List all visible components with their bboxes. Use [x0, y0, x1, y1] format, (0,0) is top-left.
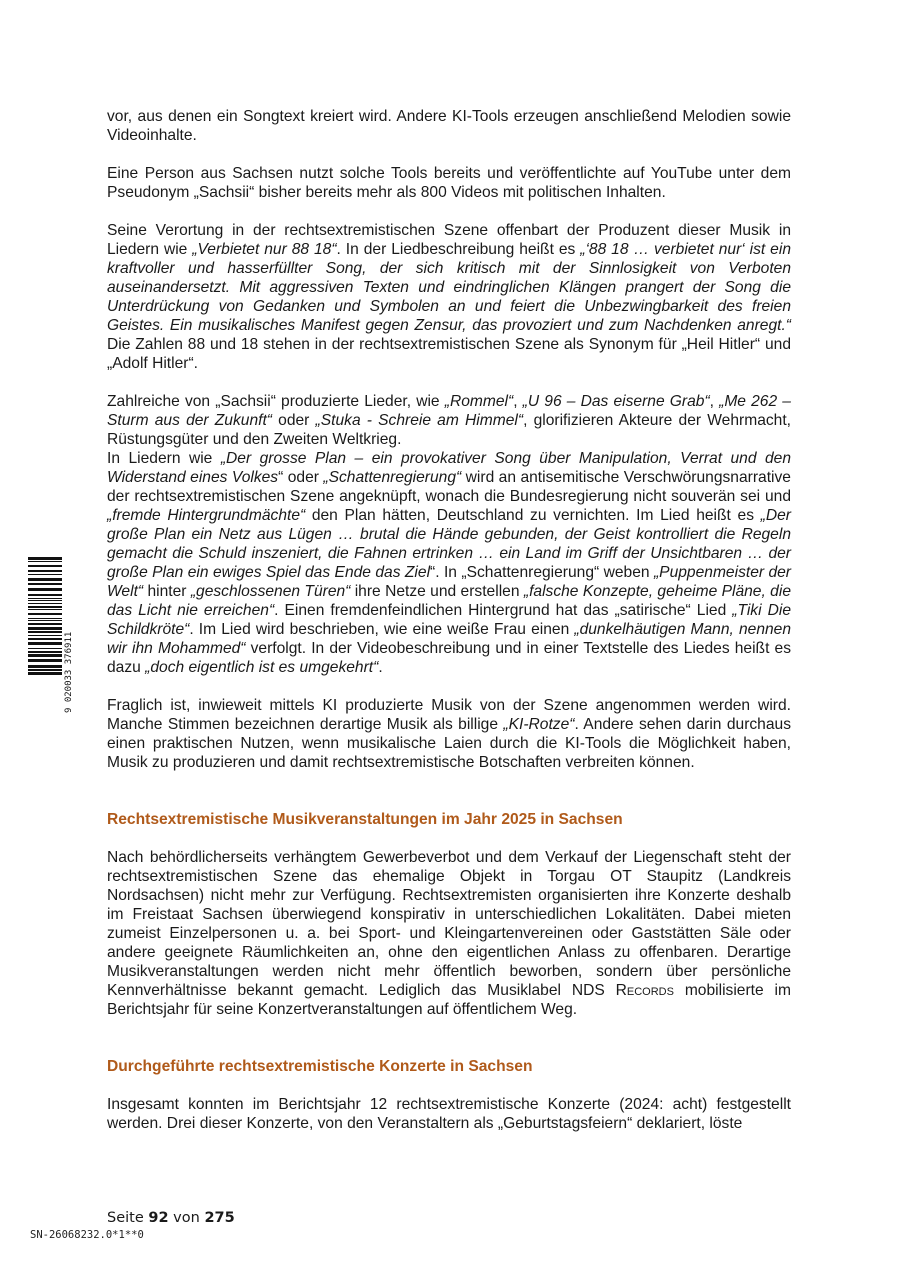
- barcode-bar: [28, 574, 62, 575]
- text: ,: [513, 393, 523, 410]
- text: , glorifizieren Akteure der Wehrmacht, Rüstungsgüter und den Zweiten Weltkrieg.: [107, 412, 791, 448]
- barcode-bar: [28, 654, 62, 657]
- barcode-bar: [28, 561, 62, 562]
- barcode-bar: [28, 603, 62, 604]
- text: “ oder: [278, 469, 324, 486]
- text: den Plan hätten, Deutschland zu vernichten. Im Lied heißt es: [305, 507, 761, 524]
- song-title: „Verbietet nur 88 18“: [192, 241, 337, 258]
- song-title: „Stuka - Schreie am Himmel“: [315, 412, 524, 429]
- quote: „dunkelhäutigen Mann, nennen wir ihn Mohammed“: [107, 621, 792, 657]
- song-title: „Tiki Die Schildkröte“: [107, 602, 791, 638]
- quote: „‘88 18 … verbietet nur‘ ist ein kraftvoller und hasserfüllter Song, der sich kritisch mit der Sinnlosigkeit von Verboten auseinandersetzt. Mit aggressiven Texten und eindringlichen Klängen prangert der Song die Unterdrückung von Gedanken und Symbolen an und feiert die Unbezwingbarkeit des freien Geistes. Ein musikalisches Manifest gegen Zensur, das provoziert und zum Nachdenken anregt.“: [107, 241, 791, 334]
- text: wird an antisemitische Verschwörungsnarrative der rechtsextremistischen Szene angeknüpft, wonach die Bundesregierung nicht souverän sei und: [107, 469, 791, 505]
- barcode-bar: [28, 578, 62, 581]
- barcode-bar: [28, 600, 62, 601]
- document-id: SN-26068232.0*1**0: [30, 1229, 144, 1241]
- barcode-bar: [28, 609, 62, 610]
- barcode-bar: [28, 618, 62, 619]
- song-title: „U 96 – Das eiserne Grab“: [522, 393, 710, 410]
- text: ihre Netze und erstellen: [350, 583, 524, 600]
- quote: „doch eigentlich ist es umgekehrt“: [145, 659, 379, 676]
- barcode-bar: [28, 598, 62, 599]
- quote: „KI-Rotze“: [503, 716, 575, 733]
- barcode-bar: [28, 620, 62, 621]
- text: “. In „Schattenregierung“ weben: [430, 564, 654, 581]
- quote: „fremde Hintergrundmächte“: [107, 507, 306, 524]
- barcode-bar: [28, 594, 62, 596]
- page-label: Seite: [107, 1210, 149, 1226]
- paragraph-1: vor, aus denen ein Songtext kreiert wird. Andere KI-Tools erzeugen anschließend Melodien sowie Videoinhalte.: [107, 108, 791, 144]
- text: hinter: [143, 583, 191, 600]
- page-number: 92: [148, 1210, 169, 1226]
- text: verfolgt. In der Videobeschreibung und in einer Textstelle des Liedes heißt es dazu: [107, 640, 791, 676]
- barcode-bar: [28, 642, 62, 645]
- paragraph-8: Insgesamt konnten im Berichtsjahr 12 rechtsextremistische Konzerte (2024: acht) festgestellt werden. Drei dieser Konzerte, von den Veranstaltern als „Geburtstagsfeiern“ deklariert, löste: [107, 1096, 791, 1132]
- text: Zahlreiche von „Sachsii“ produzierte Lieder, wie: [107, 393, 445, 410]
- paragraph-6: [107, 696, 791, 772]
- quote: „falsche Konzepte, geheime Pläne, die das Licht nie erreichen“: [107, 583, 791, 619]
- barcode-bar: [28, 665, 62, 668]
- text: ,: [709, 393, 720, 410]
- barcode-bar: [28, 651, 62, 653]
- barcode-digits: 9 020033 376911: [64, 631, 74, 713]
- text: Die Zahlen 88 und 18 stehen in der rechtsextremistischen Szene als Synonym für „Heil Hitler“ und „Adolf Hitler“.: [107, 336, 791, 372]
- document-body: [107, 107, 791, 1133]
- barcode-bar: [28, 570, 62, 572]
- quote: „Der große Plan ein Netz aus Lügen … brutal die Hände gebunden, der Geist kontrolliert die Regeln gemacht die Schuld inszeniert, die Fahnen ertrinken … ein Land im Griff der Unsichtbaren … der große Plan ein ewiges Spiel das Ende das Ziel: [107, 507, 791, 581]
- song-title: „Schattenregierung“: [323, 469, 462, 486]
- barcode: [28, 555, 72, 715]
- barcode-bar: [28, 648, 62, 649]
- song-title: „Der grosse Plan – ein provokativer Song über Manipulation, Verrat und den Widerstand eines Volkes: [107, 450, 792, 486]
- barcode-bar: [28, 631, 62, 633]
- barcode-bar: [28, 623, 62, 625]
- page-total: 275: [204, 1210, 235, 1226]
- text: .: [378, 659, 383, 676]
- page-footer: [107, 1210, 235, 1226]
- page-label: von: [168, 1210, 205, 1226]
- text: Fraglich ist, inwieweit mittels KI produzierte Musik von der Szene angenommen werden wird. Manche Stimmen bezeichnen derartige Musik als billige: [107, 697, 791, 733]
- barcode-bar: [28, 659, 62, 662]
- barcode-bar: [28, 565, 62, 567]
- text: . Einen fremdenfeindlichen Hintergrund hat das „satirische“ Lied: [274, 602, 733, 619]
- barcode-bar: [28, 638, 62, 640]
- barcode-bar: [28, 627, 62, 630]
- barcode-bar: [28, 557, 62, 560]
- barcode-bar: [28, 669, 62, 671]
- text: . Im Lied wird beschrieben, wie eine weiße Frau einen: [189, 621, 575, 638]
- paragraph-2: Eine Person aus Sachsen nutzt solche Tools bereits und veröffentlichte auf YouTube unter dem Pseudonym „Sachsii“ bisher bereits mehr als 800 Videos mit politischen Inhalten.: [107, 165, 791, 201]
- text: . In der Liedbeschreibung heißt es: [336, 241, 581, 258]
- barcode-bar: [28, 635, 62, 636]
- text: Nach behördlicherseits verhängtem Gewerbeverbot und dem Verkauf der Liegenschaft steht der rechtsextremistischen Szene das ehemalige Objekt in Torgau OT Staupitz (Landkreis Nordsachsen) nicht mehr zur Verfügung. Rechtsextremisten organisierten ihre Konzerte deshalb im Freistaat Sachsen überwiegend konspirativ in unterschiedlichen Lokalitäten. Dabei mieten zumeist Einzelpersonen u. a. bei Sport- und Kleingartenvereinen oder Gaststätten Säle oder andere geeignete Räumlichkeiten an, ohne den eigentlichen Anlass zu offenbaren. Derartige Musikveranstaltungen werden nicht mehr öffentlich beworben, sondern über persönliche Kennverhältnisse bekannt gemacht. Lediglich das Musiklabel NDS: [107, 849, 791, 999]
- barcode-graphic: [28, 555, 72, 715]
- text: . Andere sehen darin durchaus einen praktischen Nutzen, wenn musikalische Laien durch die KI-Tools die Möglichkeit haben, Musik zu produzieren und damit rechtsextremistische Botschaften verbreiten können.: [107, 716, 791, 771]
- text: oder: [271, 412, 316, 429]
- song-title: „Rommel“: [444, 393, 514, 410]
- paragraph-7: [107, 848, 791, 1019]
- section-heading: Durchgeführte rechtsextremistische Konzerte in Sachsen: [107, 1058, 533, 1075]
- paragraph-4: [107, 392, 791, 449]
- song-title: „Me 262 – Sturm aus der Zukunft“: [107, 393, 791, 429]
- quote: „Puppenmeister der Welt“: [107, 564, 792, 600]
- text: mobilisierte im Berichtsjahr für seine Konzertveranstaltungen auf öffentlichem Weg.: [107, 982, 792, 1018]
- text: In Liedern wie: [107, 450, 221, 467]
- barcode-bar: [28, 672, 62, 675]
- paragraph-5: [107, 449, 791, 677]
- barcode-bar: [28, 613, 62, 615]
- barcode-bar: [28, 583, 62, 585]
- barcode-bar: [28, 606, 62, 608]
- barcode-bar: [28, 588, 62, 591]
- quote: „geschlossenen Türen“: [190, 583, 351, 600]
- label-name: Records: [615, 982, 674, 999]
- text: Seine Verortung in der rechtsextremistischen Szene offenbart der Produzent dieser Musik in Liedern wie: [107, 222, 791, 258]
- paragraph-3: [107, 221, 791, 373]
- section-heading: Rechtsextremistische Musikveranstaltungen im Jahr 2025 in Sachsen: [107, 811, 623, 828]
